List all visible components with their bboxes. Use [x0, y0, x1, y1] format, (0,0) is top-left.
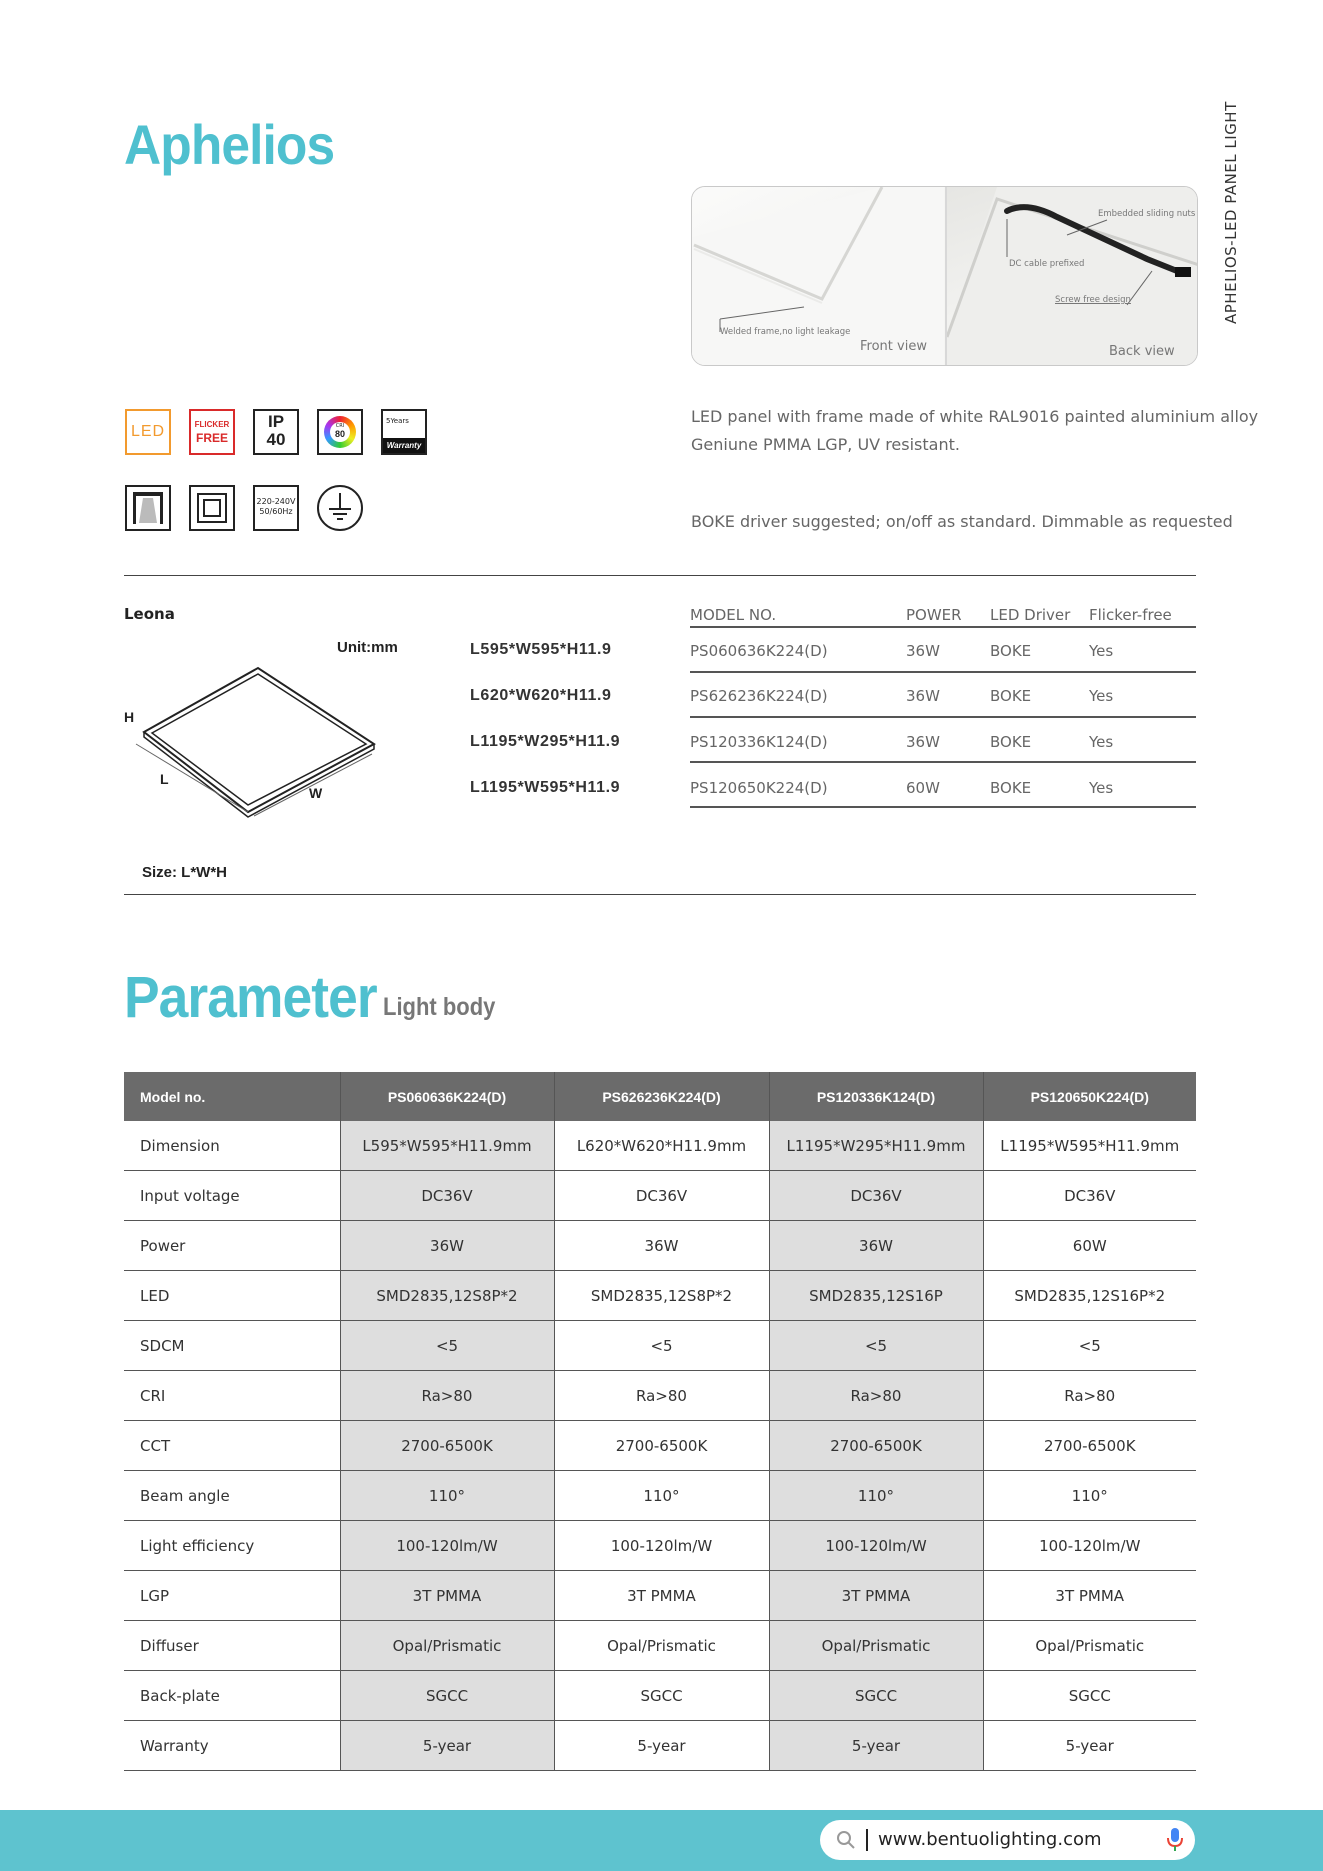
param-cell: Ra>80: [983, 1371, 1196, 1421]
param-cell: <5: [983, 1321, 1196, 1371]
side-label: APHELIOS-LED PANEL LIGHT: [1222, 101, 1240, 324]
model-table-cell: 36W: [906, 733, 940, 751]
model-table-cell: 36W: [906, 687, 940, 705]
param-cell: Ra>80: [554, 1371, 769, 1421]
model-table-cell: 36W: [906, 642, 940, 660]
section-divider-bottom: [124, 894, 1196, 895]
model-table-cell: BOKE: [990, 642, 1032, 660]
table-row: [124, 1621, 1196, 1671]
table-row: [124, 1271, 1196, 1321]
dimension-item: L620*W620*H11.9: [470, 687, 612, 704]
frame-square-icon: [189, 485, 235, 531]
back-view-caption: Back view: [1109, 344, 1175, 359]
model-table-cell: PS120336K124(D): [690, 733, 828, 751]
page-title: Aphelios: [124, 113, 335, 176]
downlight-icon: [125, 485, 171, 531]
model-table-cell: BOKE: [990, 779, 1032, 797]
voltage-badge: 220-240V 50/60Hz: [253, 485, 299, 531]
param-cell: <5: [769, 1321, 983, 1371]
param-header-cell: Model no.: [124, 1072, 340, 1121]
model-table-cell: 60W: [906, 779, 940, 797]
param-cell: <5: [554, 1321, 769, 1371]
param-cell: 2700-6500K: [983, 1421, 1196, 1471]
param-cell: 100-120lm/W: [983, 1521, 1196, 1571]
model-table-header-model: MODEL NO.: [690, 606, 777, 624]
website-url[interactable]: www.bentuolighting.com: [878, 1829, 1102, 1850]
panel-drawing: [124, 660, 394, 820]
back-note-nuts: Embedded sliding nuts: [1098, 209, 1196, 219]
param-cell: L595*W595*H11.9mm: [340, 1121, 554, 1171]
model-table-cell: Yes: [1089, 642, 1114, 660]
table-row: [124, 1371, 1196, 1421]
param-cell: 110°: [340, 1471, 554, 1521]
param-label: Diffuser: [124, 1621, 340, 1671]
param-label: CCT: [124, 1421, 340, 1471]
param-cell: SMD2835,12S16P: [769, 1271, 983, 1321]
param-cell: 110°: [554, 1471, 769, 1521]
param-cell: 5-year: [554, 1721, 769, 1771]
model-table-cell: Yes: [1089, 687, 1114, 705]
param-cell: Opal/Prismatic: [554, 1621, 769, 1671]
table-row: [124, 1671, 1196, 1721]
param-cell: Opal/Prismatic: [340, 1621, 554, 1671]
table-row: [124, 1721, 1196, 1771]
table-row: [124, 1571, 1196, 1621]
param-label: CRI: [124, 1371, 340, 1421]
param-cell: 5-year: [769, 1721, 983, 1771]
param-cell: 100-120lm/W: [769, 1521, 983, 1571]
param-cell: Ra>80: [340, 1371, 554, 1421]
model-table-cell: BOKE: [990, 733, 1032, 751]
model-table-header-driver: LED Driver: [990, 606, 1071, 624]
param-cell: SMD2835,12S16P*2: [983, 1271, 1196, 1321]
flicker-free-badge: FLICKER FREE: [189, 409, 235, 455]
param-cell: L1195*W595*H11.9mm: [983, 1121, 1196, 1171]
param-cell: 3T PMMA: [554, 1571, 769, 1621]
param-label: LGP: [124, 1571, 340, 1621]
param-cell: 60W: [983, 1221, 1196, 1271]
param-label: Power: [124, 1221, 340, 1271]
param-cell: Opal/Prismatic: [983, 1621, 1196, 1671]
param-cell: 100-120lm/W: [554, 1521, 769, 1571]
table-row: [124, 1221, 1196, 1271]
table-row: [124, 1121, 1196, 1171]
dimension-item: L1195*W295*H11.9: [470, 733, 621, 750]
model-table-cell: PS626236K224(D): [690, 687, 828, 705]
table-row: [124, 1471, 1196, 1521]
param-cell: SGCC: [554, 1671, 769, 1721]
param-cell: 3T PMMA: [983, 1571, 1196, 1621]
back-note-cable: DC cable prefixed: [1009, 259, 1085, 269]
size-legend: Size: L*W*H: [142, 864, 228, 881]
param-cell: DC36V: [340, 1171, 554, 1221]
table-row: [124, 1171, 1196, 1221]
table-row: [124, 1321, 1196, 1371]
param-label: LED: [124, 1271, 340, 1321]
model-table-header-power: POWER: [906, 606, 962, 624]
param-cell: Opal/Prismatic: [769, 1621, 983, 1671]
parameter-table: [124, 1072, 1196, 1771]
model-table-cell: Yes: [1089, 779, 1114, 797]
param-cell: DC36V: [983, 1171, 1196, 1221]
param-cell: 36W: [769, 1221, 983, 1271]
back-note-screw: Screw free design: [1055, 295, 1131, 305]
cri80-badge: CRI 80: [317, 409, 363, 455]
description-line-1: LED panel with frame made of white RAL9016 painted aluminium alloy: [691, 407, 1259, 426]
section-divider-top: [124, 575, 1196, 576]
led-badge: LED: [125, 409, 171, 455]
front-view-photo: [692, 187, 944, 365]
param-cell: SMD2835,12S8P*2: [340, 1271, 554, 1321]
ground-icon: [317, 485, 363, 531]
parameter-table-header: [124, 1072, 1196, 1121]
height-label: H: [124, 709, 135, 725]
model-table-cell: PS120650K224(D): [690, 779, 828, 797]
param-cell: 5-year: [340, 1721, 554, 1771]
model-table-cell: PS060636K224(D): [690, 642, 828, 660]
param-label: SDCM: [124, 1321, 340, 1371]
param-cell: SGCC: [340, 1671, 554, 1721]
series-name: Leona: [124, 605, 175, 623]
param-cell: 5-year: [983, 1721, 1196, 1771]
warranty-badge: 5Years Warranty: [381, 409, 427, 455]
model-table-cell: Yes: [1089, 733, 1114, 751]
dimension-item: L595*W595*H11.9: [470, 641, 612, 658]
param-header-cell: PS120336K124(D): [769, 1072, 983, 1121]
back-view-photo: [945, 187, 1198, 365]
microphone-icon[interactable]: [1167, 1828, 1183, 1852]
param-label: Input voltage: [124, 1171, 340, 1221]
param-cell: 36W: [340, 1221, 554, 1271]
param-cell: 3T PMMA: [340, 1571, 554, 1621]
param-header-cell: PS626236K224(D): [554, 1072, 769, 1121]
param-label: Warranty: [124, 1721, 340, 1771]
ip40-badge: IP 40: [253, 409, 299, 455]
length-label: L: [160, 771, 169, 787]
param-label: Dimension: [124, 1121, 340, 1171]
param-cell: Ra>80: [769, 1371, 983, 1421]
parameter-subheading: Light body: [383, 993, 496, 1021]
param-cell: 110°: [769, 1471, 983, 1521]
param-cell: L1195*W295*H11.9mm: [769, 1121, 983, 1171]
param-cell: 2700-6500K: [769, 1421, 983, 1471]
param-cell: 2700-6500K: [340, 1421, 554, 1471]
description-line-3: BOKE driver suggested; on/off as standard. Dimmable as requested: [691, 512, 1233, 531]
description-line-2: Geniune PMMA LGP, UV resistant.: [691, 435, 960, 454]
product-photos: [691, 186, 1198, 366]
param-label: Back-plate: [124, 1671, 340, 1721]
param-cell: SMD2835,12S8P*2: [554, 1271, 769, 1321]
search-icon: [836, 1830, 856, 1850]
model-table-header-flicker: Flicker-free: [1089, 606, 1172, 624]
unit-label: Unit:mm: [337, 639, 398, 656]
front-view-caption: Front view: [860, 339, 927, 354]
param-header-cell: PS060636K224(D): [340, 1072, 554, 1121]
table-row: [124, 1421, 1196, 1471]
width-label: W: [309, 785, 323, 801]
param-cell: SGCC: [983, 1671, 1196, 1721]
front-view-note: Welded frame,no light leakage: [720, 327, 851, 337]
param-cell: 100-120lm/W: [340, 1521, 554, 1571]
param-cell: 3T PMMA: [769, 1571, 983, 1621]
param-cell: 110°: [983, 1471, 1196, 1521]
dimension-item: L1195*W595*H11.9: [470, 779, 621, 796]
table-row: [124, 1521, 1196, 1571]
param-cell: 2700-6500K: [554, 1421, 769, 1471]
param-cell: DC36V: [769, 1171, 983, 1221]
param-cell: <5: [340, 1321, 554, 1371]
param-label: Beam angle: [124, 1471, 340, 1521]
model-table-cell: BOKE: [990, 687, 1032, 705]
param-header-cell: PS120650K224(D): [983, 1072, 1196, 1121]
param-cell: L620*W620*H11.9mm: [554, 1121, 769, 1171]
param-cell: DC36V: [554, 1171, 769, 1221]
param-cell: 36W: [554, 1221, 769, 1271]
param-label: Light efficiency: [124, 1521, 340, 1571]
text-cursor: [866, 1829, 868, 1851]
parameter-heading: Parameter: [124, 965, 377, 1030]
param-cell: SGCC: [769, 1671, 983, 1721]
